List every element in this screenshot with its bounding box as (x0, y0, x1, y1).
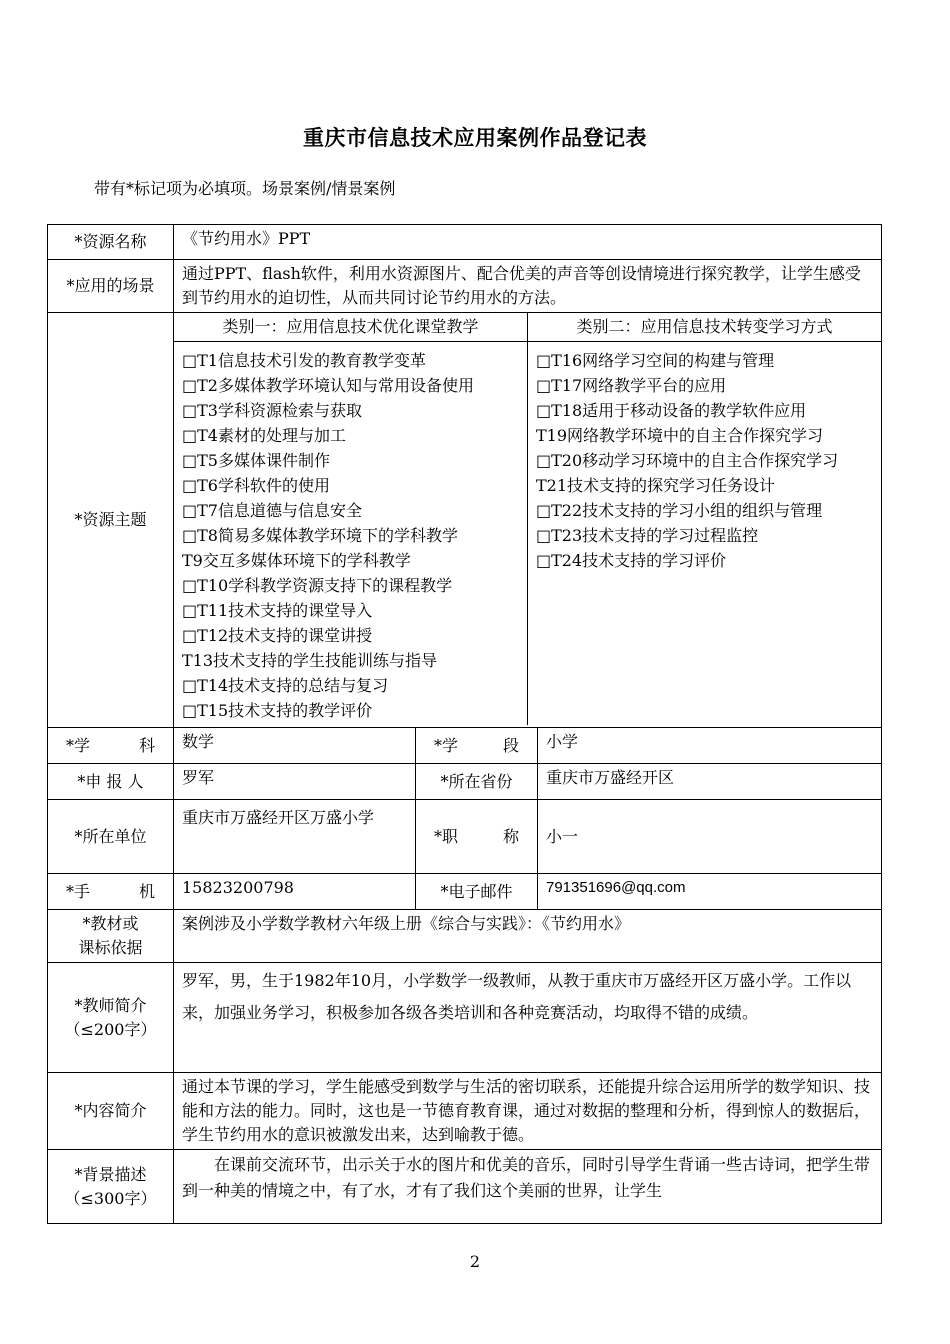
unit-value: 重庆市万盛经开区万盛小学 (174, 800, 416, 874)
background-value: 在课前交流环节，出示关于水的图片和优美的音乐，同时引导学生背诵一些古诗词，把学生带到一种美的情境之中，有了水，才有了我们这个美丽的世界，让学生 (174, 1150, 882, 1224)
scene-label: *应用的场景 (48, 260, 174, 313)
title-rank-value: 小一 (538, 800, 882, 874)
title-rank-label: *职 称 (416, 800, 538, 874)
topic-item[interactable]: □T15技术支持的教学评价 (182, 701, 373, 720)
topic-item[interactable]: □T10学科教学资源支持下的课程教学 (182, 576, 453, 595)
province-label: *所在省份 (416, 764, 538, 800)
row-subject-stage (48, 728, 882, 764)
row-basis (48, 910, 882, 963)
registration-table (47, 224, 882, 1224)
topic-item[interactable]: □T2多媒体教学环境认知与常用设备使用 (182, 376, 474, 395)
row-unit-title (48, 800, 882, 874)
topic-column-two (527, 340, 881, 725)
page-number: 2 (469, 1252, 481, 1271)
topic-item[interactable]: □T18适用于移动设备的教学软件应用 (536, 401, 807, 420)
row-topic (48, 313, 882, 728)
teacher-label: *教师简介 （≤200字） (48, 963, 174, 1073)
topic-label: *资源主题 (48, 313, 174, 728)
topic-column-one (174, 348, 527, 725)
topic-category-header (174, 313, 881, 342)
topic-item[interactable]: □T1信息技术引发的教育教学变革 (182, 351, 426, 370)
topic-item[interactable]: □T7信息道德与信息安全 (182, 501, 362, 520)
stage-label: *学 段 (416, 728, 538, 764)
basis-label: *教材或 课标依据 (48, 910, 174, 963)
row-resource-name (48, 225, 882, 260)
category-one: 类别一：应用信息技术优化课堂教学 (174, 313, 528, 341)
topic-item[interactable]: T21技术支持的探究学习任务设计 (536, 476, 776, 495)
scene-value: 通过PPT、flash软件，利用水资源图片、配合优美的声音等创设情境进行探究教学，让学生感受到节约用水的迫切性，从而共同讨论节约用水的方法。 (174, 260, 882, 313)
stage-value: 小学 (538, 728, 882, 764)
topic-item[interactable]: □T5多媒体课件制作 (182, 451, 330, 470)
background-label: *背景描述 （≤300字） (48, 1150, 174, 1224)
content-label: *内容简介 (48, 1073, 174, 1150)
topic-item[interactable]: □T24技术支持的学习评价 (536, 551, 727, 570)
province-value: 重庆市万盛经开区 (538, 764, 882, 800)
basis-value: 案例涉及小学数学教材六年级上册《综合与实践》：《节约用水》 (174, 910, 882, 963)
topic-cell (174, 313, 882, 728)
unit-label: *所在单位 (48, 800, 174, 874)
row-background (48, 1150, 882, 1224)
phone-value: 15823200798 (174, 874, 416, 910)
teacher-value: 罗军，男，生于1982年10月，小学数学一级教师，从教于重庆市万盛经开区万盛小学。工作以来，加强业务学习，积极参加各级各类培训和各种竞赛活动，均取得不错的成绩。 (174, 963, 882, 1073)
resource-name-value: 《节约用水》PPT (174, 225, 882, 260)
row-scene (48, 260, 882, 313)
topic-item[interactable]: □T22技术支持的学习小组的组织与管理 (536, 501, 823, 520)
resource-name-label: *资源名称 (48, 225, 174, 260)
email-value: 791351696@qq.com (538, 874, 882, 910)
topic-item[interactable]: □T20移动学习环境中的自主合作探究学习 (536, 451, 839, 470)
row-content (48, 1073, 882, 1150)
email-label: *电子邮件 (416, 874, 538, 910)
subject-label: *学 科 (48, 728, 174, 764)
topic-item[interactable]: □T4素材的处理与加工 (182, 426, 346, 445)
row-applicant-province (48, 764, 882, 800)
category-two: 类别二：应用信息技术转变学习方式 (576, 317, 833, 336)
subject-value: 数学 (174, 728, 416, 764)
topic-item[interactable]: □T6学科软件的使用 (182, 476, 330, 495)
topic-item[interactable]: □T23技术支持的学习过程监控 (536, 526, 759, 545)
topic-item[interactable]: □T11技术支持的课堂导入 (182, 601, 373, 620)
required-note: 带有*标记项为必填项。场景案例/情景案例 (94, 179, 396, 198)
topic-item[interactable]: □T14技术支持的总结与复习 (182, 676, 389, 695)
topic-item[interactable]: □T17网络教学平台的应用 (536, 376, 727, 395)
topic-item[interactable]: T13技术支持的学生技能训练与指导 (182, 651, 438, 670)
applicant-label: *申 报 人 (48, 764, 174, 800)
topic-item[interactable]: □T3学科资源检索与获取 (182, 401, 362, 420)
topic-item[interactable]: T9交互多媒体环境下的学科教学 (182, 551, 411, 570)
phone-label: *手 机 (48, 874, 174, 910)
topic-item[interactable]: T19网络教学环境中的自主合作探究学习 (536, 426, 824, 445)
row-phone-email (48, 874, 882, 910)
topic-item[interactable]: □T8简易多媒体教学环境下的学科教学 (182, 526, 458, 545)
topic-item[interactable]: □T12技术支持的课堂讲授 (182, 626, 373, 645)
topic-item[interactable]: □T16网络学习空间的构建与管理 (536, 351, 775, 370)
row-teacher (48, 963, 882, 1073)
form-title: 重庆市信息技术应用案例作品登记表 (303, 125, 647, 150)
content-value: 通过本节课的学习，学生能感受到数学与生活的密切联系，还能提升综合运用所学的数学知识、技能和方法的能力。同时，这也是一节德育教育课，通过对数据的整理和分析，得到惊人的数据后，学生节约用水的意识被激发出来，达到喻教于德。 (174, 1073, 882, 1150)
applicant-value: 罗军 (174, 764, 416, 800)
